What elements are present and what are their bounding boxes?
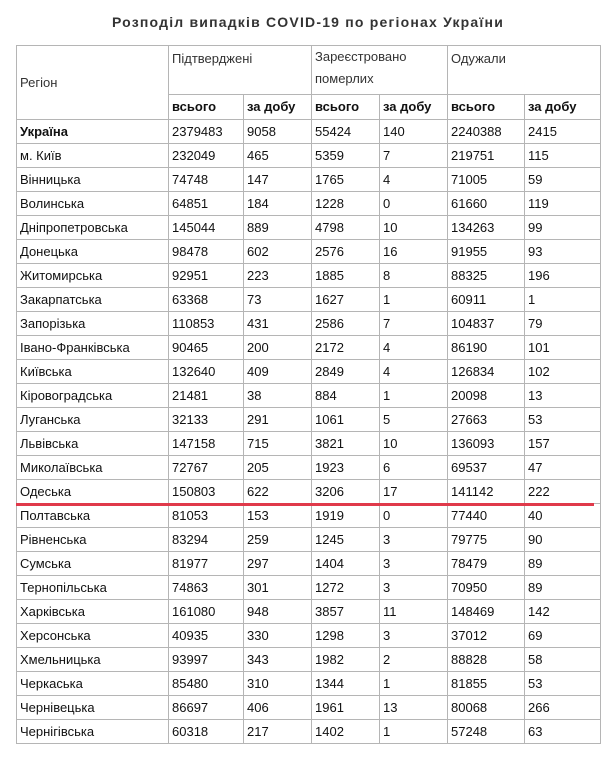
recovered-total-cell: 61660 [448,192,525,216]
recovered-total-cell: 20098 [448,384,525,408]
region-cell: Львівська [17,432,169,456]
region-cell: Івано-Франківська [17,336,169,360]
recovered-total-cell: 141142 [448,480,525,504]
recovered-per-day-cell: 102 [525,360,601,384]
recovered-total-cell: 71005 [448,168,525,192]
recovered-per-day-cell: 58 [525,648,601,672]
confirmed-per-day-cell: 602 [244,240,312,264]
recovered-per-day-cell: 53 [525,672,601,696]
deaths-total-cell: 2172 [312,336,380,360]
confirmed-per-day-cell: 259 [244,528,312,552]
confirmed-total-cell: 86697 [169,696,244,720]
recovered-per-day-cell: 79 [525,312,601,336]
deaths-per-day-cell: 3 [380,624,448,648]
header-confirmed: Підтверджені [169,46,312,95]
confirmed-total-cell: 145044 [169,216,244,240]
table-row [17,720,601,744]
recovered-total-cell: 148469 [448,600,525,624]
header-deaths-per-day: за добу [380,95,448,120]
recovered-per-day-cell: 40 [525,504,601,528]
confirmed-total-cell: 93997 [169,648,244,672]
recovered-total-cell: 79775 [448,528,525,552]
recovered-total-cell: 88325 [448,264,525,288]
recovered-total-cell: 37012 [448,624,525,648]
deaths-per-day-cell: 1 [380,672,448,696]
deaths-total-cell: 1228 [312,192,380,216]
confirmed-per-day-cell: 330 [244,624,312,648]
region-cell: Полтавська [17,504,169,528]
header-region: Регіон [17,46,169,120]
confirmed-total-cell: 92951 [169,264,244,288]
recovered-total-cell: 27663 [448,408,525,432]
table-row [17,600,601,624]
region-cell: Рівненська [17,528,169,552]
confirmed-per-day-cell: 153 [244,504,312,528]
recovered-total-cell: 80068 [448,696,525,720]
deaths-per-day-cell: 2 [380,648,448,672]
region-cell: Чернігівська [17,720,169,744]
header-confirmed-per-day: за добу [244,95,312,120]
recovered-per-day-cell: 119 [525,192,601,216]
region-cell: Чернівецька [17,696,169,720]
deaths-per-day-cell: 3 [380,528,448,552]
header-recovered: Одужали [448,46,601,95]
recovered-per-day-cell: 2415 [525,120,601,144]
deaths-total-cell: 1404 [312,552,380,576]
covid-regions-table [16,45,601,744]
table-row [17,672,601,696]
recovered-per-day-cell: 93 [525,240,601,264]
deaths-total-cell: 3206 [312,480,380,504]
confirmed-per-day-cell: 297 [244,552,312,576]
table-row [17,624,601,648]
confirmed-per-day-cell: 205 [244,456,312,480]
confirmed-total-cell: 63368 [169,288,244,312]
table-body [17,120,601,744]
confirmed-total-cell: 81977 [169,552,244,576]
table-row [17,648,601,672]
deaths-per-day-cell: 17 [380,480,448,504]
table-row [17,264,601,288]
recovered-per-day-cell: 222 [525,480,601,504]
deaths-total-cell: 2849 [312,360,380,384]
region-cell: Сумська [17,552,169,576]
confirmed-per-day-cell: 715 [244,432,312,456]
deaths-total-cell: 884 [312,384,380,408]
confirmed-per-day-cell: 9058 [244,120,312,144]
deaths-per-day-cell: 8 [380,264,448,288]
region-cell: Тернопільська [17,576,169,600]
table-row [17,504,601,528]
confirmed-per-day-cell: 223 [244,264,312,288]
deaths-per-day-cell: 5 [380,408,448,432]
deaths-per-day-cell: 10 [380,216,448,240]
table-row [17,408,601,432]
page-title: Розподіл випадків COVID-19 по регіонах України [111,14,505,30]
deaths-total-cell: 3857 [312,600,380,624]
region-cell: Дніпропетровська [17,216,169,240]
table-row [17,528,601,552]
confirmed-total-cell: 72767 [169,456,244,480]
table-row [17,432,601,456]
table-row [17,576,601,600]
confirmed-per-day-cell: 310 [244,672,312,696]
table-row [17,288,601,312]
recovered-total-cell: 91955 [448,240,525,264]
region-cell: Україна [17,120,169,144]
deaths-total-cell: 55424 [312,120,380,144]
deaths-total-cell: 1923 [312,456,380,480]
deaths-per-day-cell: 13 [380,696,448,720]
confirmed-per-day-cell: 409 [244,360,312,384]
region-cell: м. Київ [17,144,169,168]
table-row [17,168,601,192]
deaths-total-cell: 4798 [312,216,380,240]
deaths-total-cell: 2576 [312,240,380,264]
confirmed-per-day-cell: 948 [244,600,312,624]
region-cell: Миколаївська [17,456,169,480]
deaths-total-cell: 1272 [312,576,380,600]
header-deaths-total: всього [312,95,380,120]
recovered-per-day-cell: 53 [525,408,601,432]
table-row [17,192,601,216]
confirmed-per-day-cell: 184 [244,192,312,216]
deaths-total-cell: 3821 [312,432,380,456]
region-cell: Київська [17,360,169,384]
deaths-per-day-cell: 140 [380,120,448,144]
deaths-total-cell: 1765 [312,168,380,192]
recovered-total-cell: 86190 [448,336,525,360]
region-cell: Черкаська [17,672,169,696]
region-cell: Запорізька [17,312,169,336]
recovered-total-cell: 77440 [448,504,525,528]
deaths-per-day-cell: 4 [380,360,448,384]
deaths-per-day-cell: 1 [380,384,448,408]
table-row [17,120,601,144]
table-row [17,144,601,168]
deaths-per-day-cell: 11 [380,600,448,624]
deaths-total-cell: 2586 [312,312,380,336]
confirmed-per-day-cell: 73 [244,288,312,312]
confirmed-total-cell: 2379483 [169,120,244,144]
recovered-total-cell: 69537 [448,456,525,480]
confirmed-total-cell: 232049 [169,144,244,168]
deaths-total-cell: 1298 [312,624,380,648]
highlight-underline [16,503,594,506]
header-row-groups [17,46,601,95]
confirmed-total-cell: 74748 [169,168,244,192]
deaths-per-day-cell: 6 [380,456,448,480]
recovered-total-cell: 88828 [448,648,525,672]
table-row [17,360,601,384]
deaths-per-day-cell: 3 [380,552,448,576]
confirmed-total-cell: 64851 [169,192,244,216]
recovered-total-cell: 78479 [448,552,525,576]
recovered-per-day-cell: 89 [525,552,601,576]
confirmed-per-day-cell: 291 [244,408,312,432]
recovered-per-day-cell: 1 [525,288,601,312]
recovered-per-day-cell: 63 [525,720,601,744]
confirmed-total-cell: 32133 [169,408,244,432]
confirmed-per-day-cell: 431 [244,312,312,336]
deaths-per-day-cell: 0 [380,192,448,216]
deaths-total-cell: 1344 [312,672,380,696]
deaths-per-day-cell: 1 [380,288,448,312]
recovered-total-cell: 2240388 [448,120,525,144]
confirmed-total-cell: 21481 [169,384,244,408]
region-cell: Хмельницька [17,648,169,672]
region-cell: Житомирська [17,264,169,288]
table-row [17,552,601,576]
deaths-per-day-cell: 4 [380,336,448,360]
table-row [17,456,601,480]
deaths-total-cell: 5359 [312,144,380,168]
recovered-total-cell: 81855 [448,672,525,696]
confirmed-total-cell: 40935 [169,624,244,648]
confirmed-total-cell: 132640 [169,360,244,384]
deaths-per-day-cell: 16 [380,240,448,264]
recovered-per-day-cell: 142 [525,600,601,624]
confirmed-total-cell: 85480 [169,672,244,696]
header-deaths: Зареєстровано померлих [312,46,448,95]
recovered-per-day-cell: 59 [525,168,601,192]
recovered-per-day-cell: 101 [525,336,601,360]
deaths-total-cell: 1245 [312,528,380,552]
table-row [17,240,601,264]
deaths-per-day-cell: 3 [380,576,448,600]
deaths-per-day-cell: 7 [380,144,448,168]
confirmed-total-cell: 90465 [169,336,244,360]
confirmed-total-cell: 83294 [169,528,244,552]
table-row [17,384,601,408]
table-row [17,696,601,720]
deaths-total-cell: 1627 [312,288,380,312]
confirmed-per-day-cell: 343 [244,648,312,672]
recovered-per-day-cell: 47 [525,456,601,480]
confirmed-total-cell: 110853 [169,312,244,336]
confirmed-per-day-cell: 465 [244,144,312,168]
confirmed-per-day-cell: 200 [244,336,312,360]
confirmed-total-cell: 150803 [169,480,244,504]
table-row [17,216,601,240]
region-cell: Харківська [17,600,169,624]
confirmed-per-day-cell: 38 [244,384,312,408]
recovered-total-cell: 136093 [448,432,525,456]
table-row [17,336,601,360]
recovered-per-day-cell: 157 [525,432,601,456]
header-recovered-total: всього [448,95,525,120]
recovered-total-cell: 134263 [448,216,525,240]
region-cell: Донецька [17,240,169,264]
deaths-total-cell: 1961 [312,696,380,720]
confirmed-total-cell: 74863 [169,576,244,600]
recovered-total-cell: 60911 [448,288,525,312]
recovered-per-day-cell: 90 [525,528,601,552]
deaths-total-cell: 1402 [312,720,380,744]
confirmed-per-day-cell: 889 [244,216,312,240]
recovered-per-day-cell: 99 [525,216,601,240]
recovered-per-day-cell: 13 [525,384,601,408]
confirmed-per-day-cell: 147 [244,168,312,192]
recovered-total-cell: 126834 [448,360,525,384]
table-row [17,480,601,504]
region-cell: Одеська [17,480,169,504]
recovered-per-day-cell: 196 [525,264,601,288]
confirmed-total-cell: 60318 [169,720,244,744]
recovered-per-day-cell: 266 [525,696,601,720]
deaths-total-cell: 1885 [312,264,380,288]
region-cell: Луганська [17,408,169,432]
deaths-per-day-cell: 10 [380,432,448,456]
confirmed-total-cell: 98478 [169,240,244,264]
recovered-total-cell: 104837 [448,312,525,336]
recovered-total-cell: 70950 [448,576,525,600]
deaths-total-cell: 1061 [312,408,380,432]
confirmed-per-day-cell: 406 [244,696,312,720]
recovered-per-day-cell: 89 [525,576,601,600]
table-row [17,312,601,336]
deaths-per-day-cell: 1 [380,720,448,744]
recovered-per-day-cell: 69 [525,624,601,648]
confirmed-per-day-cell: 217 [244,720,312,744]
recovered-total-cell: 57248 [448,720,525,744]
region-cell: Закарпатська [17,288,169,312]
header-recovered-per-day: за добу [525,95,601,120]
recovered-per-day-cell: 115 [525,144,601,168]
confirmed-per-day-cell: 622 [244,480,312,504]
confirmed-total-cell: 161080 [169,600,244,624]
region-cell: Кіровоградська [17,384,169,408]
deaths-per-day-cell: 4 [380,168,448,192]
confirmed-total-cell: 147158 [169,432,244,456]
deaths-per-day-cell: 7 [380,312,448,336]
confirmed-total-cell: 81053 [169,504,244,528]
region-cell: Волинська [17,192,169,216]
header-confirmed-total: всього [169,95,244,120]
deaths-total-cell: 1982 [312,648,380,672]
deaths-total-cell: 1919 [312,504,380,528]
recovered-total-cell: 219751 [448,144,525,168]
confirmed-per-day-cell: 301 [244,576,312,600]
region-cell: Вінницька [17,168,169,192]
region-cell: Херсонська [17,624,169,648]
deaths-per-day-cell: 0 [380,504,448,528]
